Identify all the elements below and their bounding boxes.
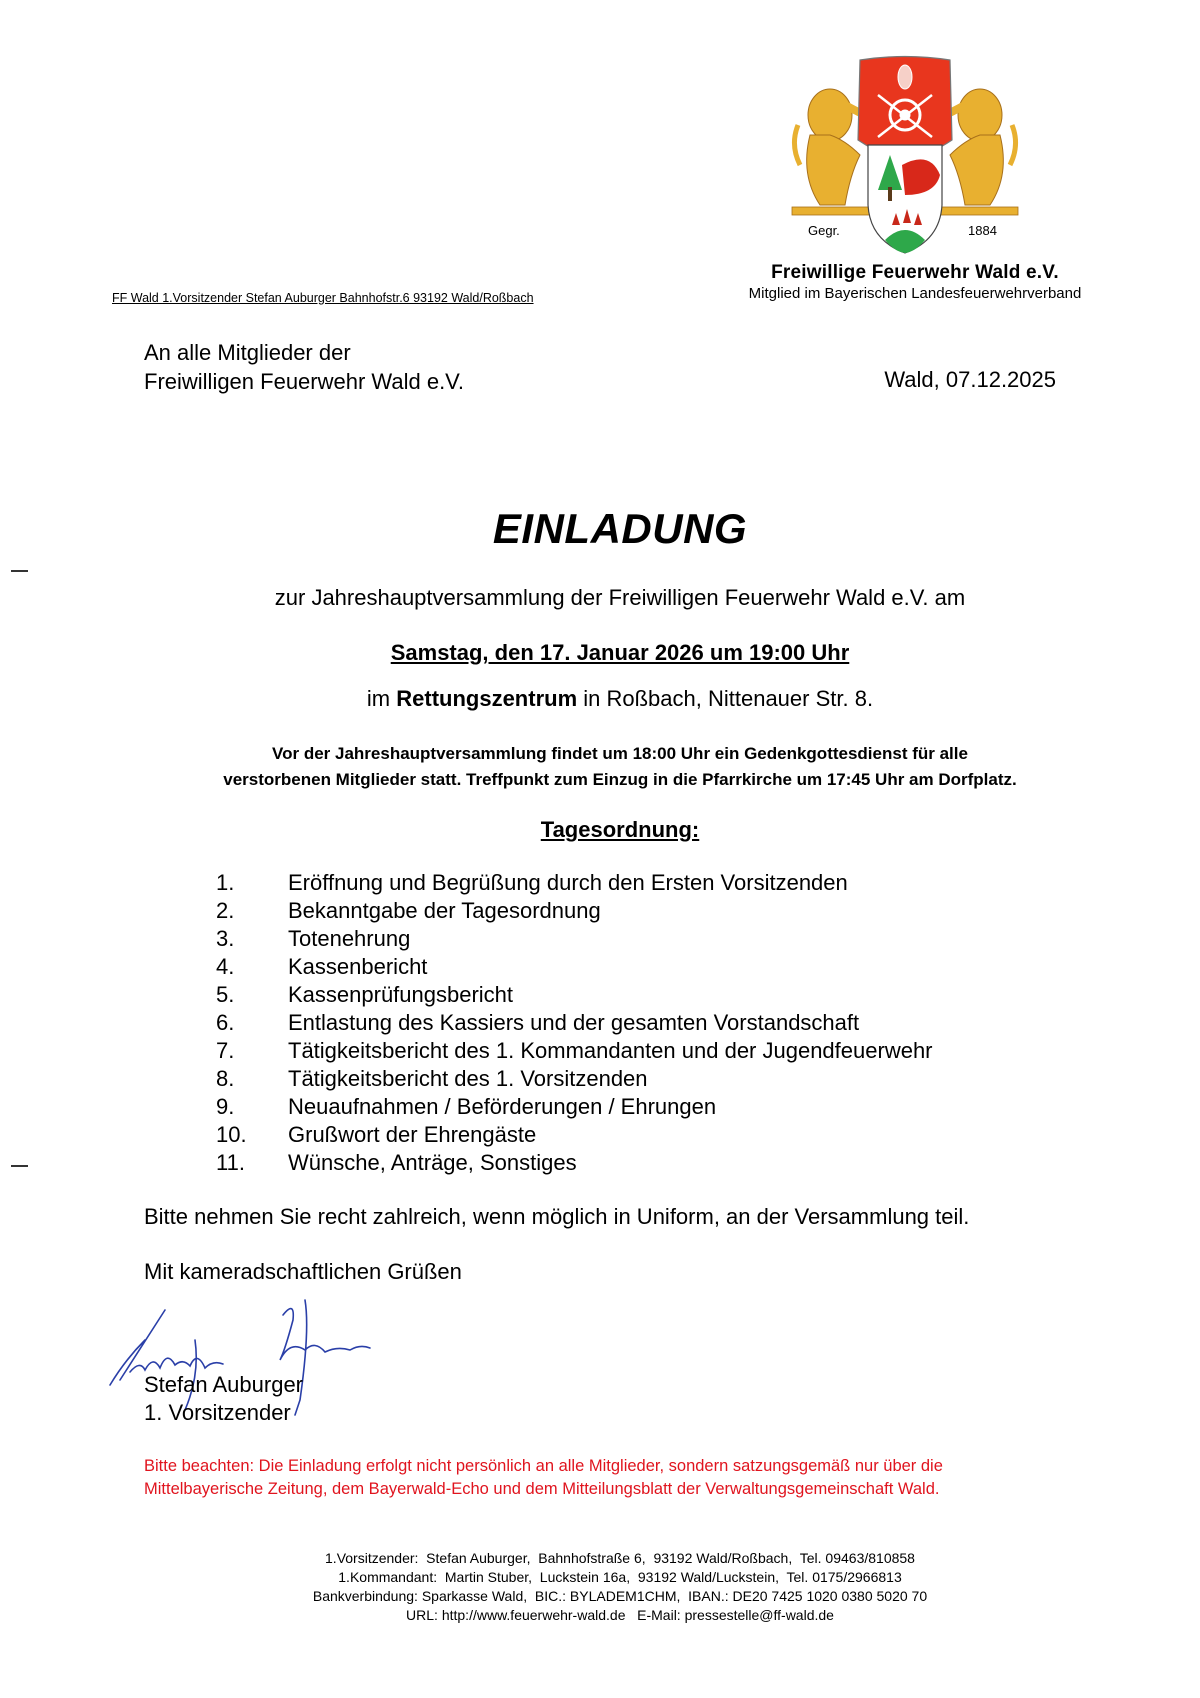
fold-mark-top xyxy=(11,570,28,572)
agenda-item: 1. Eröffnung und Begrüßung durch den Ersten Vorsitzenden xyxy=(216,870,848,895)
signatory-role: 1. Vorsitzender xyxy=(144,1400,291,1425)
agenda-item: 8. Tätigkeitsbericht des 1. Vorsitzenden xyxy=(216,1066,648,1091)
location-suffix: in Roßbach, Nittenauer Str. 8. xyxy=(577,686,874,711)
notice-line-1: Vor der Jahreshauptversammlung findet um 18:00 Uhr ein Gedenkgottesdienst für alle xyxy=(272,744,968,763)
page-title: EINLADUNG xyxy=(492,505,748,552)
event-location xyxy=(0,686,1200,712)
service-notice xyxy=(0,741,1200,793)
footer-line-3: Bankverbindung: Sparkasse Wald, BIC.: BYLADEM1CHM, IBAN.: DE20 7425 1020 0380 5020 70 xyxy=(312,1588,928,1604)
signatory-name: Stefan Auburger xyxy=(144,1372,304,1397)
notice-line-2: verstorbenen Mitglieder statt. Treffpunkt zum Einzug in die Pfarrkirche um 17:45 Uhr am Dorfplatz. xyxy=(223,770,1017,789)
location-venue: Rettungszentrum xyxy=(396,686,578,711)
lion-right-icon xyxy=(942,89,1016,205)
founded-prefix: Gegr. xyxy=(808,223,840,238)
agenda-item: 9. Neuaufnahmen / Beförderungen / Ehrungen xyxy=(216,1094,717,1119)
agenda-item: 6. Entlastung des Kassiers und der gesamten Vorstandschaft xyxy=(216,1010,860,1035)
coat-of-arms-logo xyxy=(790,55,1020,260)
closing-sentence: Bitte nehmen Sie recht zahlreich, wenn möglich in Uniform, an der Versammlung teil. xyxy=(144,1204,970,1229)
org-subtitle: Mitglied im Bayerischen Landesfeuerwehrverband xyxy=(748,285,1082,302)
footer-line-1: 1.Vorsitzender: Stefan Auburger, Bahnhofstraße 6, 93192 Wald/Roßbach, Tel. 09463/810858 xyxy=(325,1550,915,1566)
agenda-item: 10. Grußwort der Ehrengäste xyxy=(216,1122,537,1147)
agenda-item: 4. Kassenbericht xyxy=(216,954,428,979)
sender-line: FF Wald 1.Vorsitzender Stefan Auburger Bahnhofstr.6 93192 Wald/Roßbach xyxy=(112,291,534,305)
agenda-item: 7. Tätigkeitsbericht des 1. Kommandanten und der Jugendfeuerwehr xyxy=(216,1038,933,1063)
recipient-line-2: Freiwilligen Feuerwehr Wald e.V. xyxy=(144,369,464,394)
agenda-list xyxy=(216,869,933,1177)
recipient-line-1: An alle Mitglieder der xyxy=(144,340,351,365)
letter-date: Wald, 07.12.2025 xyxy=(884,367,1056,392)
agenda-item: 11. Wünsche, Anträge, Sonstiges xyxy=(216,1150,577,1175)
agenda-heading: Tagesordnung: xyxy=(540,817,700,842)
fold-mark-bottom xyxy=(11,1165,28,1167)
location-prefix: im xyxy=(366,686,397,711)
org-name: Freiwillige Feuerwehr Wald e.V. xyxy=(771,262,1059,283)
agenda-item: 2. Bekanntgabe der Tagesordnung xyxy=(216,898,601,923)
signatory-block xyxy=(144,1371,303,1427)
lion-left-icon xyxy=(794,89,868,205)
red-notice xyxy=(144,1455,943,1501)
event-date: Samstag, den 17. Januar 2026 um 19:00 Uhr xyxy=(390,640,850,665)
agenda-item: 5. Kassenprüfungsbericht xyxy=(216,982,514,1007)
red-notice-line-1: Bitte beachten: Die Einladung erfolgt nicht persönlich an alle Mitglieder, sondern satzungsgemäß nur über die xyxy=(144,1457,943,1475)
footer xyxy=(0,1549,1200,1625)
agenda-item: 3. Totenehrung xyxy=(216,926,411,951)
subtitle: zur Jahreshauptversammlung der Freiwilligen Feuerwehr Wald e.V. am xyxy=(274,585,966,610)
greeting: Mit kameradschaftlichen Grüßen xyxy=(144,1259,462,1284)
footer-line-4: URL: http://www.feuerwehr-wald.de E-Mail: pressestelle@ff-wald.de xyxy=(406,1607,834,1623)
founded-year: 1884 xyxy=(968,223,997,238)
footer-line-2: 1.Kommandant: Martin Stuber, Luckstein 16a, 93192 Wald/Luckstein, Tel. 0175/2966813 xyxy=(338,1569,902,1585)
recipient-block xyxy=(144,338,464,396)
red-notice-line-2: Mittelbayerische Zeitung, dem Bayerwald-Echo und dem Mitteilungsblatt der Verwaltungsgemeinschaft Wald. xyxy=(144,1480,940,1498)
